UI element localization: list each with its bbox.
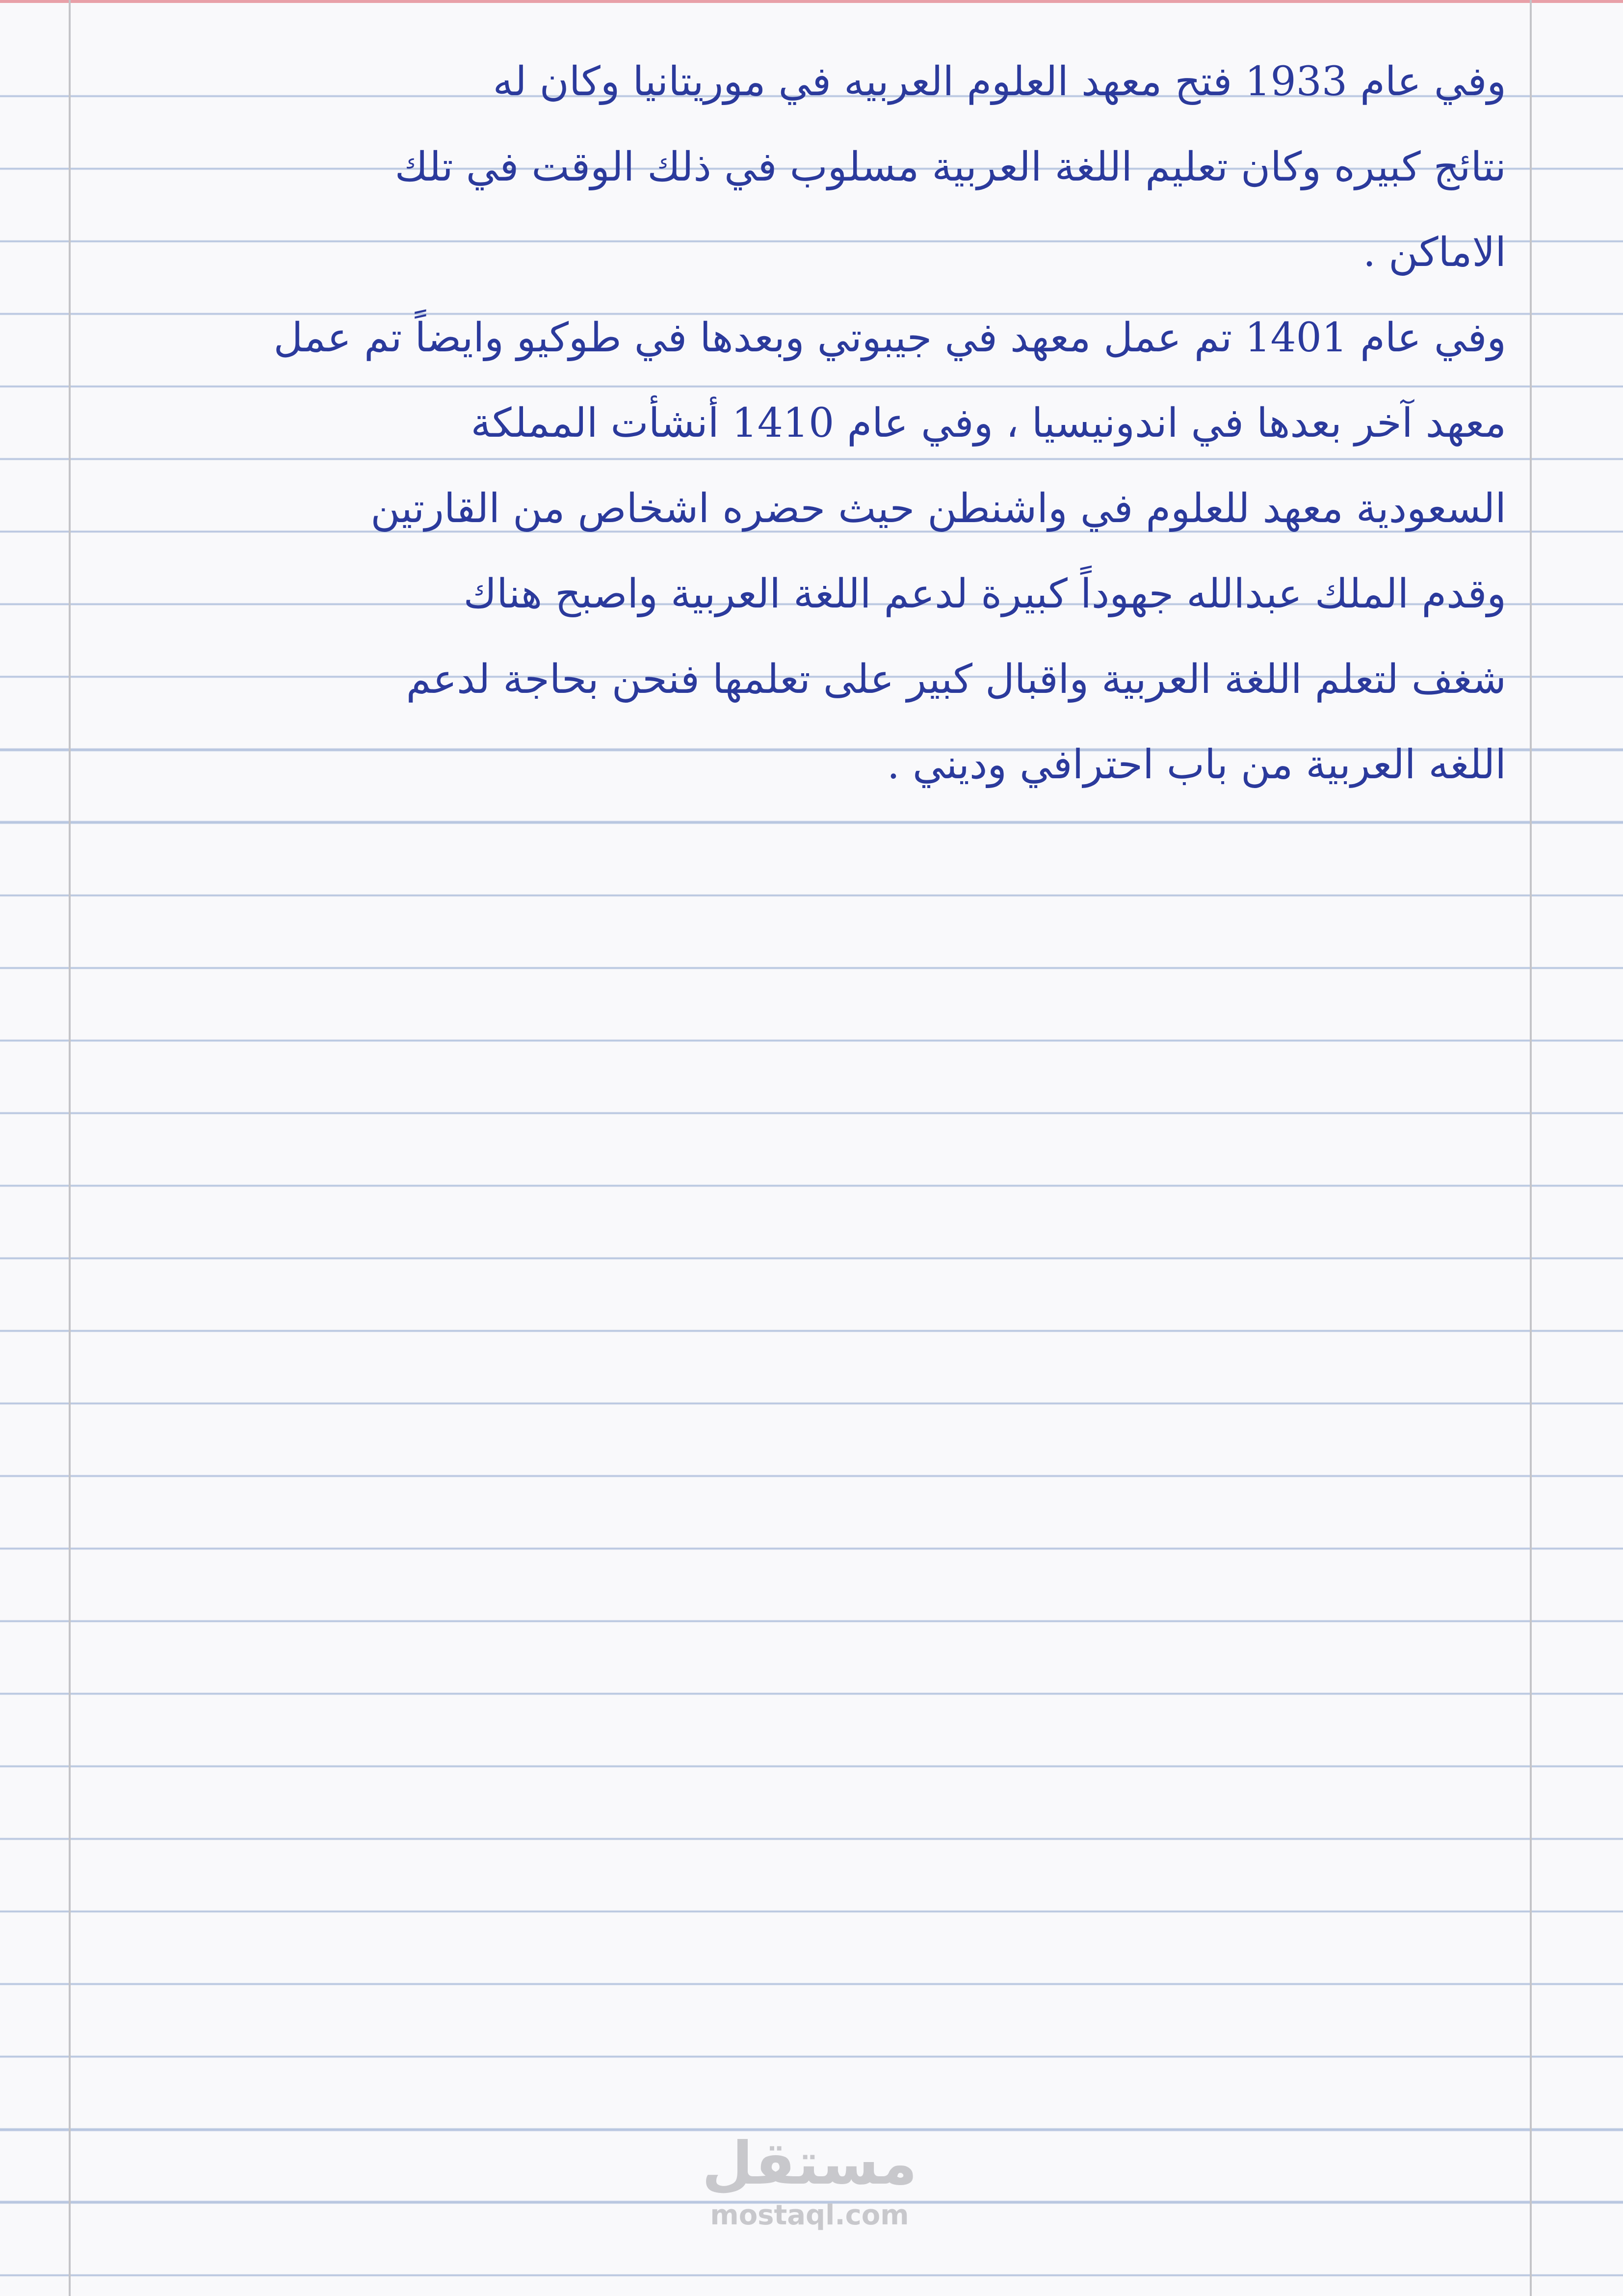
watermark	[682, 2130, 937, 2233]
text-line-9: اللغه العربية من باب احترافي وديني .	[887, 741, 1506, 788]
text-line-3: الاماكن .	[1362, 229, 1506, 276]
text-line-7: وقدم الملك عبدالله جهوداً كبيرة لدعم اللغة العربية واصبح هناك	[463, 571, 1506, 617]
text-line-2: نتائج كبيره وكان تعليم اللغة العربية مسلوب في ذلك الوقت في تلك	[394, 144, 1506, 190]
text-line-6: السعودية معهد للعلوم في واشنطن حيث حضره اشخاص من القارتين	[370, 485, 1506, 532]
left-margin-line	[69, 0, 71, 2296]
top-margin-line	[0, 0, 1623, 3]
text-line-8: شغف لتعلم اللغة العربية واقبال كبير على تعلمها فنحن بحاجة لدعم	[406, 656, 1506, 703]
handwritten-text	[93, 39, 1506, 808]
watermark-brand: مستقل	[702, 2130, 917, 2198]
text-line-5: معهد آخر بعدها في اندونيسيا ، وفي عام 1410 أنشأت المملكة	[471, 400, 1506, 447]
watermark-site: mostaql.com	[710, 2199, 909, 2231]
text-line-4: وفي عام 1401 تم عمل معهد في جيبوتي وبعدها في طوكيو وايضاً تم عمل	[273, 315, 1506, 361]
text-line-1: وفي عام 1933 فتح معهد العلوم العربيه في موريتانيا وكان له	[493, 58, 1506, 105]
right-margin-line	[1530, 0, 1532, 2296]
